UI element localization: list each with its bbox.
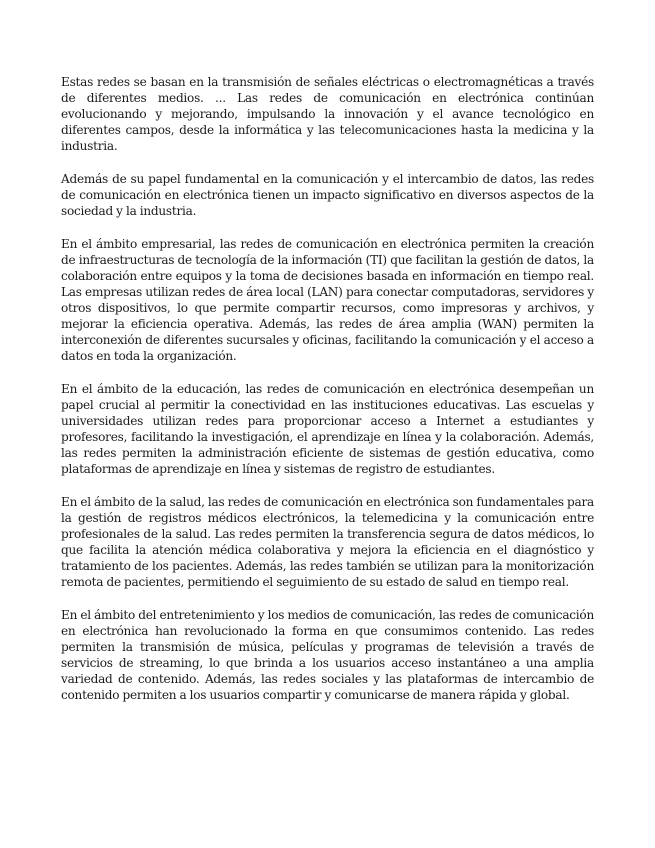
paragraph-health: En el ámbito de la salud, las redes de comunicación en electrónica son fundamentales para la gestión de registros médicos electrónicos, la telemedicina y la comunicación entre profesionales de la salud. Las redes permiten la transferencia segura de datos médicos, lo que facilita la atención médica colaborativa y mejora la eficiencia en el diagnóstico y tratamiento de los pacientes. Además, las redes también se utilizan para la monitorización remota de pacientes, permitiendo el seguimiento de su estado de salud en tiempo real.: [61, 494, 594, 590]
paragraph-intro: Estas redes se basan en la transmisión de señales eléctricas o electromagnéticas a través de diferentes medios. ... Las redes de comunicación en electrónica continúan evolucionando y mejorando, impulsando la innovación y el avance tecnológico en diferentes campos, desde la informática y las telecomunicaciones hasta la medicina y la industria.: [61, 75, 594, 154]
paragraph-business: En el ámbito empresarial, las redes de comunicación en electrónica permiten la creación de infraestructuras de tecnología de la información (TI) que facilitan la gestión de datos, la colaboración entre equipos y la toma de decisiones basada en información en tiempo real. Las empresas utilizan redes de área local (LAN) para conectar computadoras, servidores y otros dispositivos, lo que permite compartir recursos, como impresoras y archivos, y mejorar la eficiencia operativa. Además, las redes de área amplia (WAN) permiten la interconexión de diferentes sucursales y oficinas, facilitando la comunicación y el acceso a datos en toda la organización.: [61, 236, 594, 364]
paragraph-entertainment: En el ámbito del entretenimiento y los medios de comunicación, las redes de comunicación en electrónica han revolucionado la forma en que consumimos contenido. Las redes permiten la transmisión de música, películas y programas de televisión a través de servicios de streaming, lo que brinda a los usuarios acceso instantáneo a una amplia variedad de contenido. Además, las redes sociales y las plataformas de intercambio de contenido permiten a los usuarios compartir y comunicarse de manera rápida y global.: [61, 607, 594, 703]
document-body: [61, 74, 594, 720]
paragraph-education: En el ámbito de la educación, las redes de comunicación en electrónica desempeñan un papel crucial al permitir la conectividad en las instituciones educativas. Las escuelas y universidades utilizan redes para proporcionar acceso a Internet a estudiantes y profesores, facilitando la investigación, el aprendizaje en línea y la colaboración. Además, las redes permiten la administración eficiente de sistemas de gestión educativa, como plataformas de aprendizaje en línea y sistemas de registro de estudiantes.: [61, 381, 594, 477]
paragraph-impact: Además de su papel fundamental en la comunicación y el intercambio de datos, las redes de comunicación en electrónica tienen un impacto significativo en diversos aspectos de la sociedad y la industria.: [61, 171, 594, 219]
